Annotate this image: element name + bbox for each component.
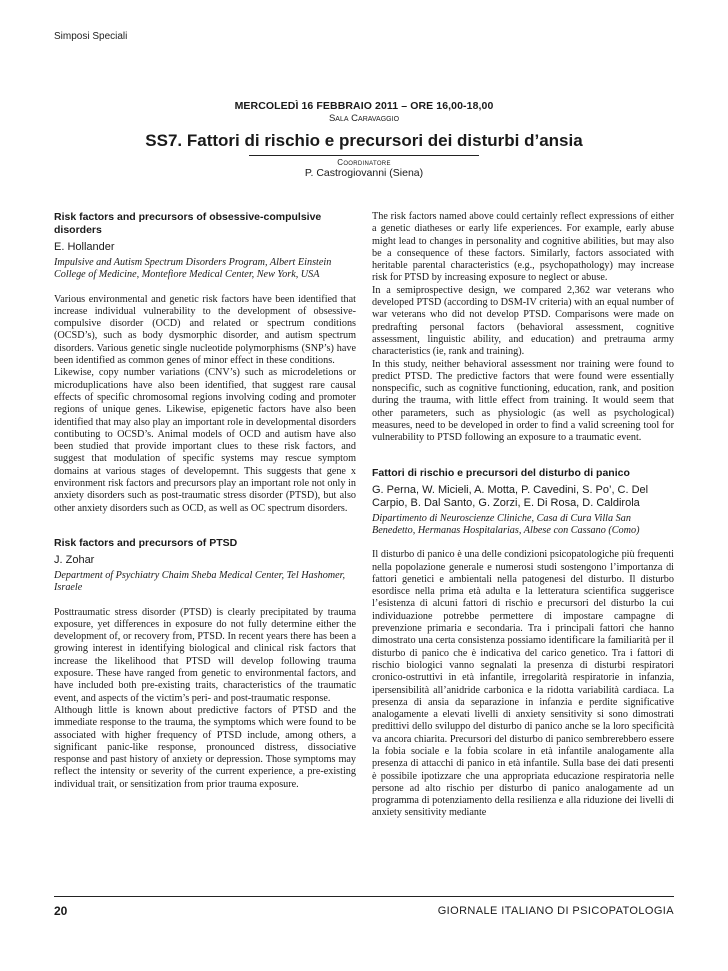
abstract-paragraph: The risk factors named above could certainly reflect expressions of either a genetic diatheses or early life experiences. For example, early abuse might lead to changes in personality and cognitive abilities, but may also be a consequence of these factors. Similarly, factors associated with heritable parental characteristics (e.g., psychopathology) may increase risk for PTSD by increasing exposure to neglect or abuse. xyxy=(372,211,674,284)
running-head: Simposi Speciali xyxy=(54,31,128,42)
abstract-authors: G. Perna, W. Micieli, A. Motta, P. Cavedini, S. Po’, C. Del Carpio, B. Dal Santo, G. Zorzi, E. Di Rosa, D. Caldirola xyxy=(372,483,649,509)
abstract-paragraph: Although little is known about predictive factors of PTSD and the immediate response to the trauma, the symptoms which were found to be associated with higher frequency of PTSD include, among others, a significant panic-like response, pronounced distress, dissociative response and past history of anxiety or depression. Those symptoms may reflect the intensity or severity of the current experience, a pre-existing individual trait, or sensitization from prior trauma exposure. xyxy=(54,704,356,790)
abstract-title: Risk factors and precursors of obsessive-compulsive disorders xyxy=(54,211,322,236)
journal-name: GIORNALE ITALIANO DI PSICOPATOLOGIA xyxy=(437,905,674,917)
left-column xyxy=(54,211,356,791)
abstract-ptsd-continued xyxy=(372,211,674,445)
spacer xyxy=(372,445,674,467)
spacer xyxy=(54,515,356,537)
coordinator-label: Coordinatore xyxy=(337,158,391,167)
abstract-paragraph: In a semiprospective design, we compared 2,362 war veterans who developed PTSD (according to DSM-IV criteria) with an equal number of war veterans who did not develop PTSD. Comparisons were made on predrafting personal factors (behavioral assessment, cognitive assessment, linguistic ability, and education) and pretrauma army characteristics (ie, rank and training). xyxy=(372,284,674,358)
session-date: MERCOLEDÌ 16 FEBBRAIO 2011 – ORE 16,00-18,00 xyxy=(234,100,494,112)
abstract-panic xyxy=(372,467,674,820)
abstract-paragraph: Various environmental and genetic risk factors have been identified that increase individual vulnerability to the development of obsessive-compulsive disorder (OCD) and related or spectrum conditions (OCSD’s), such as body dysmorphic disorder, and autism spectrum disorders. Various genetic single nucleotide polymorphisms (SNP’s) have been identified as common genes of minor effect in these conditions. xyxy=(54,293,356,367)
page-number: 20 xyxy=(54,904,68,918)
session-venue: Sala Caravaggio xyxy=(328,113,400,124)
footer-rule xyxy=(54,896,674,897)
abstract-authors: E. Hollander xyxy=(54,241,115,253)
abstract-affiliation: Impulsive and Autism Spectrum Disorders Program, Albert Einstein College of Medicine, Montefiore Medical Center, New York, USA xyxy=(54,257,332,281)
abstract-title: Fattori di rischio e precursori del disturbo di panico xyxy=(372,466,630,479)
title-rule xyxy=(249,155,479,156)
abstract-paragraph: Posttraumatic stress disorder (PTSD) is clearly precipitated by trauma exposure, yet differences in exposure do not fully determine either the development of, or recovery from, PTSD. In recent years there has been a growing interest in identifying biological and clinical risk factors that increase the likelihood that PTSD will develop following trauma exposure. These have ranged from genetic to environmental factors, and have included both pre-existing traits, characteristics of the traumatic event, and aspects of the victim’s peri- and post-traumatic response. xyxy=(54,606,356,704)
abstract-title: Risk factors and precursors of PTSD xyxy=(54,536,238,549)
coordinator-name: P. Castrogiovanni (Siena) xyxy=(304,167,424,179)
abstract-ocd xyxy=(54,211,356,515)
right-column xyxy=(372,211,674,820)
abstract-paragraph: In this study, neither behavioral assessment nor training were found to predict PTSD. The predictive factors that were found were essentially nonspecific, such as cognitive functioning, education, rank, and position during the trauma, with little effect from training. It would seem that other parameters, such as physiologic (as well as psychological) measures, need to be developed in order to find a valid screening tool for vulnerability to PTSD following an exposure to a traumatic event. xyxy=(372,358,674,444)
abstract-paragraph: Likewise, copy number variations (CNV’s) such as microdeletions or microduplications have also been identified, that suggest rare causal effects of specific chromosomal regions involving coding and promoter regions of unique genes. Likewise, epigenetic factors have also been identified that may also play an important role in developmental disorders contibuting to OCSD’s. Animal models of OCD and autism have also been studied that provide important clues to these risk factors, and suggest that modulation of specific systems may rescue symptom domains at various stages of developemnt. This suggests that gene x environment risk factors and precursors play an important role not only in anxiety disorders such as post-traumatic stress disorder (PTSD), but also other anxiety disorders such as OCD, as well as OC spectrum disorders. xyxy=(54,367,356,514)
abstract-affiliation: Department of Psychiatry Chaim Sheba Medical Center, Tel Hashomer, Israele xyxy=(54,569,346,594)
session-header xyxy=(54,100,674,179)
abstract-affiliation: Dipartimento di Neuroscienze Cliniche, Casa di Cura Villa San Benedetto, Hermanas Hospitalarias, Albese con Cassano (Como) xyxy=(372,512,640,536)
abstract-paragraph: Il disturbo di panico è una delle condizioni psicopatologiche più frequenti nella popolazione generale e numerosi studi sostengono l’importanza di fattori genetici e ambientali nella patogenesi del disturbo. Il disturbo esordisce nella prima età adulta e la letteratura scientifica suggerisce l’esistenza di alcuni fattori di rischio e precursori del disturbo la cui individuazione potrebbe permettere di impostare campagne di prevenzione primaria e secondaria. Tra i principali fattori che hanno dimostrato una certa consistenza possiamo identificare la familiarità per il disturbo di panico che è indicativa del carico genetico. Tra i fattori di rischio biologici vanno segnalati la presenza di disturbi respiratori cronico-ostruttivi in età infantile, irregolarità respiratorie in infanzia, ipersensibilità all’anidride carbonica e la ridotta variabilità cardiaca. La presenza di ansia da separazione in infanzia e perdite significative analogamente a elevati livelli di anxiety sensitivity si sono dimostrati predittivi dello sviluppo del disturbo di panico anche se la loro specificità va ancora chiarita. Precursori del disturbo di panico sembrerebbero essere la fobia sociale e la fobia scolare in età infantile analogamente alla presenza di attacchi di panico in età infantile. Sulla base dei dati presenti è possibile ipotizzare che una appropriata educazione respiratoria nelle persone ad alto rischio per disturbo di panico analogamente ad un programma di potenziamento della resilienza e alla riduzione dei livelli di anxiety sensitivity mediante xyxy=(372,549,674,819)
session-title: SS7. Fattori di rischio e precursori dei disturbi d’ansia xyxy=(145,131,583,150)
abstract-authors: J. Zohar xyxy=(54,553,95,566)
abstract-ptsd xyxy=(54,537,356,791)
